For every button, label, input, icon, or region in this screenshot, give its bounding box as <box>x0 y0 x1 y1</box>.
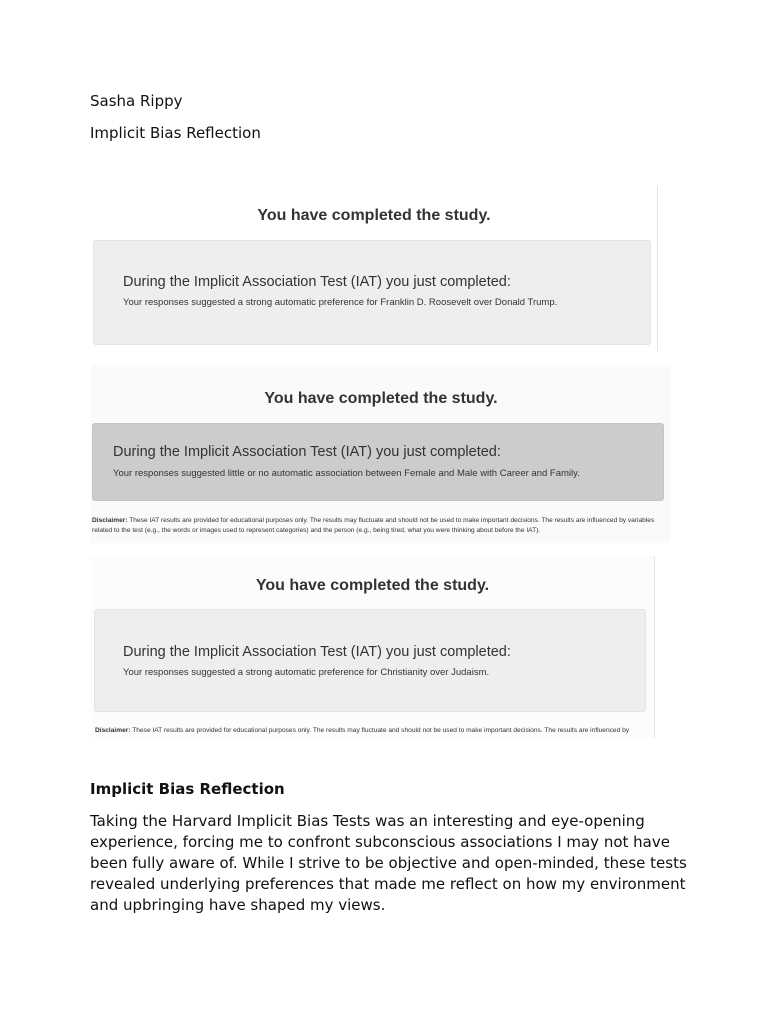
result-box <box>92 423 664 501</box>
result-box <box>94 609 646 712</box>
disclaimer-label: Disclaimer: <box>95 727 131 734</box>
disclaimer <box>95 726 655 736</box>
result-text: Your responses suggested a strong automatic preference for Christianity over Judaism. <box>123 667 490 678</box>
author-name: Sasha Rippy <box>90 92 183 110</box>
study-complete-heading: You have completed the study. <box>255 577 490 594</box>
result-text: Your responses suggested little or no automatic association between Female and Male with Career and Family. <box>113 468 580 479</box>
disclaimer-text: These IAT results are provided for educational purposes only. The results may fluctuate and should not be used to make important decisions. The results are influenced by <box>132 727 630 734</box>
result-intro: During the Implicit Association Test (IAT) you just completed: <box>123 644 511 660</box>
disclaimer-label: Disclaimer: <box>92 517 128 524</box>
iat-result-screenshot-2 <box>91 365 671 543</box>
study-complete-heading: You have completed the study. <box>257 207 491 224</box>
result-box <box>93 240 651 345</box>
study-complete-heading: You have completed the study. <box>264 390 498 407</box>
reflection-heading: Implicit Bias Reflection <box>90 780 285 798</box>
iat-result-screenshot-3 <box>91 556 655 738</box>
reflection-paragraph: Taking the Harvard Implicit Bias Tests was an interesting and eye-opening experience, forcing me to confront subconscious associations I may not have been fully aware of. While I strive to be objective and open-minded, these tests revealed underlying preferences that made me reflect on how my environment and upbringing have shaped my views. <box>90 812 687 914</box>
result-text: Your responses suggested a strong automatic preference for Franklin D. Roosevelt over Donald Trump. <box>123 297 558 308</box>
result-intro: During the Implicit Association Test (IAT) you just completed: <box>113 444 501 460</box>
document-title: Implicit Bias Reflection <box>90 124 261 142</box>
result-intro: During the Implicit Association Test (IAT) you just completed: <box>123 274 511 290</box>
iat-result-screenshot-1 <box>91 186 658 351</box>
disclaimer-text: These IAT results are provided for educational purposes only. The results may fluctuate and should not be used to make important decisions. The results are influenced by variables related to the test (e.g., the words or images used to represent categories) and the person (e.g., being tired, what you were thinking about before the IAT). <box>92 517 655 534</box>
disclaimer <box>92 516 670 536</box>
